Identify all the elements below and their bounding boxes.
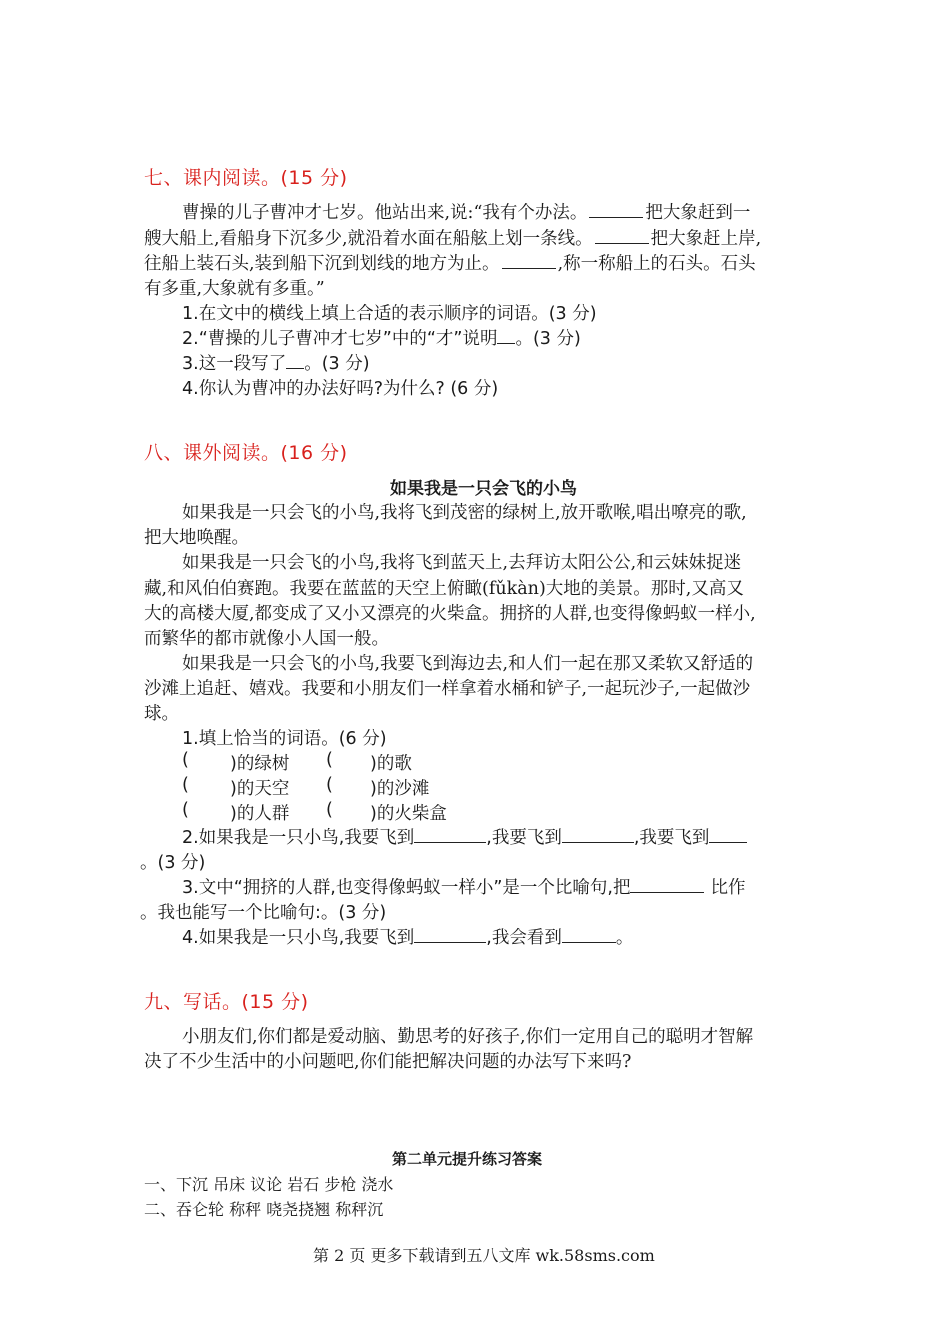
q7-1: 1.在文中的横线上填上合适的表示顺序的词语。(3 分) <box>182 304 597 324</box>
passage7-line1: 曹操的儿子曹冲才七岁。他站出来,说:“我有个办法。 把大象赶到一 <box>182 199 750 224</box>
answer-blank[interactable] <box>414 825 486 843</box>
fill-open: ( <box>326 750 333 770</box>
answer-blank[interactable] <box>562 925 616 943</box>
para-line: 大的高楼大厦,都变成了又小又漂亮的火柴盒。拥挤的人群,也变得像蚂蚁一样小, <box>144 604 756 624</box>
passage7-line4: 有多重,大象就有多重。” <box>144 279 325 299</box>
para-line: 而繁华的都市就像小人国一般。 <box>144 629 389 649</box>
para-line: 沙滩上追赶、嬉戏。我要和小朋友们一样拿着水桶和铲子,一起玩沙子,一起做沙 <box>144 679 751 699</box>
para-line: 如果我是一只会飞的小鸟,我将飞到蓝天上,去拜访太阳公公,和云妹妹捉迷 <box>182 553 742 573</box>
answer-blank[interactable] <box>414 925 486 943</box>
answer-blank[interactable] <box>286 351 304 369</box>
page-footer: 第 2 页 更多下载请到五八文库 wk.58sms.com <box>313 1246 655 1265</box>
para-line: 球。 <box>144 704 179 724</box>
fill-open: ( <box>182 775 189 795</box>
fill-word: )的绿树 <box>230 754 290 774</box>
q8-1: 1.填上恰当的词语。(6 分) <box>182 729 387 749</box>
q8-2-end: 。(3 分) <box>140 853 206 873</box>
fill-word: )的沙滩 <box>370 779 430 799</box>
q8-2: 2.如果我是一只小鸟,我要飞到 ,我要飞到 ,我要飞到 <box>182 824 747 849</box>
answer-blank[interactable] <box>709 825 747 843</box>
section9-heading: 九、写话。(15 分) <box>144 991 309 1013</box>
answers-line2: 二、吞仑轮 称秤 哓尧挠翘 称秤沉 <box>144 1200 384 1219</box>
q8-3: 3.文中“拥挤的人群,也变得像蚂蚁一样小”是一个比喻句,把 比作 <box>182 874 745 899</box>
q7-3: 3.这一段写了 。(3 分) <box>182 350 370 375</box>
para-line: 把大地唤醒。 <box>144 528 249 548</box>
answer-blank[interactable] <box>589 200 643 218</box>
answer-blank[interactable] <box>497 326 515 344</box>
reading-title: 如果我是一只会飞的小鸟 <box>390 479 577 499</box>
q7-2: 2.“曹操的儿子曹冲才七岁”中的“才”说明 。(3 分) <box>182 325 581 350</box>
writing-prompt-line2: 决了不少生活中的小问题吧,你们能把解决问题的办法写下来吗? <box>144 1052 632 1072</box>
answers-line1: 一、下沉 吊床 议论 岩石 步枪 浇水 <box>144 1175 394 1194</box>
fill-open: ( <box>326 800 333 820</box>
fill-word: )的人群 <box>230 804 290 824</box>
fill-word: )的天空 <box>230 779 290 799</box>
passage7-line2: 艘大船上,看船身下沉多少,就沿着水面在船舷上划一条线。 把大象赶上岸, <box>144 225 761 250</box>
para-line: 藏,和风伯伯赛跑。我要在蓝蓝的天空上俯瞰(fǔkàn)大地的美景。那时,又高又 <box>144 579 744 599</box>
fill-open: ( <box>182 800 189 820</box>
answer-blank[interactable] <box>630 875 704 893</box>
para-line: 如果我是一只会飞的小鸟,我将飞到茂密的绿树上,放开歌喉,唱出嘹亮的歌, <box>182 503 747 523</box>
fill-word: )的歌 <box>370 754 412 774</box>
writing-prompt-line1: 小朋友们,你们都是爱动脑、勤思考的好孩子,你们一定用自己的聪明才智解 <box>182 1027 754 1047</box>
fill-word: )的火柴盒 <box>370 804 447 824</box>
answers-title: 第二单元提升练习答案 <box>392 1150 543 1168</box>
q8-3-end: 。我也能写一个比喻句:。(3 分) <box>140 903 387 923</box>
answer-blank[interactable] <box>595 226 649 244</box>
q7-4: 4.你认为曹冲的办法好吗?为什么? (6 分) <box>182 379 499 399</box>
answer-blank[interactable] <box>562 825 634 843</box>
q8-4: 4.如果我是一只小鸟,我要飞到 ,我会看到 。 <box>182 924 633 949</box>
section7-heading: 七、课内阅读。(15 分) <box>144 167 348 189</box>
fill-open: ( <box>182 750 189 770</box>
para-line: 如果我是一只会飞的小鸟,我要飞到海边去,和人们一起在那又柔软又舒适的 <box>182 654 754 674</box>
answer-blank[interactable] <box>502 251 556 269</box>
section8-heading: 八、课外阅读。(16 分) <box>144 442 348 464</box>
fill-open: ( <box>326 775 333 795</box>
passage7-line3: 往船上装石头,装到船下沉到划线的地方为止。 ,称一称船上的石头。石头 <box>144 250 756 275</box>
